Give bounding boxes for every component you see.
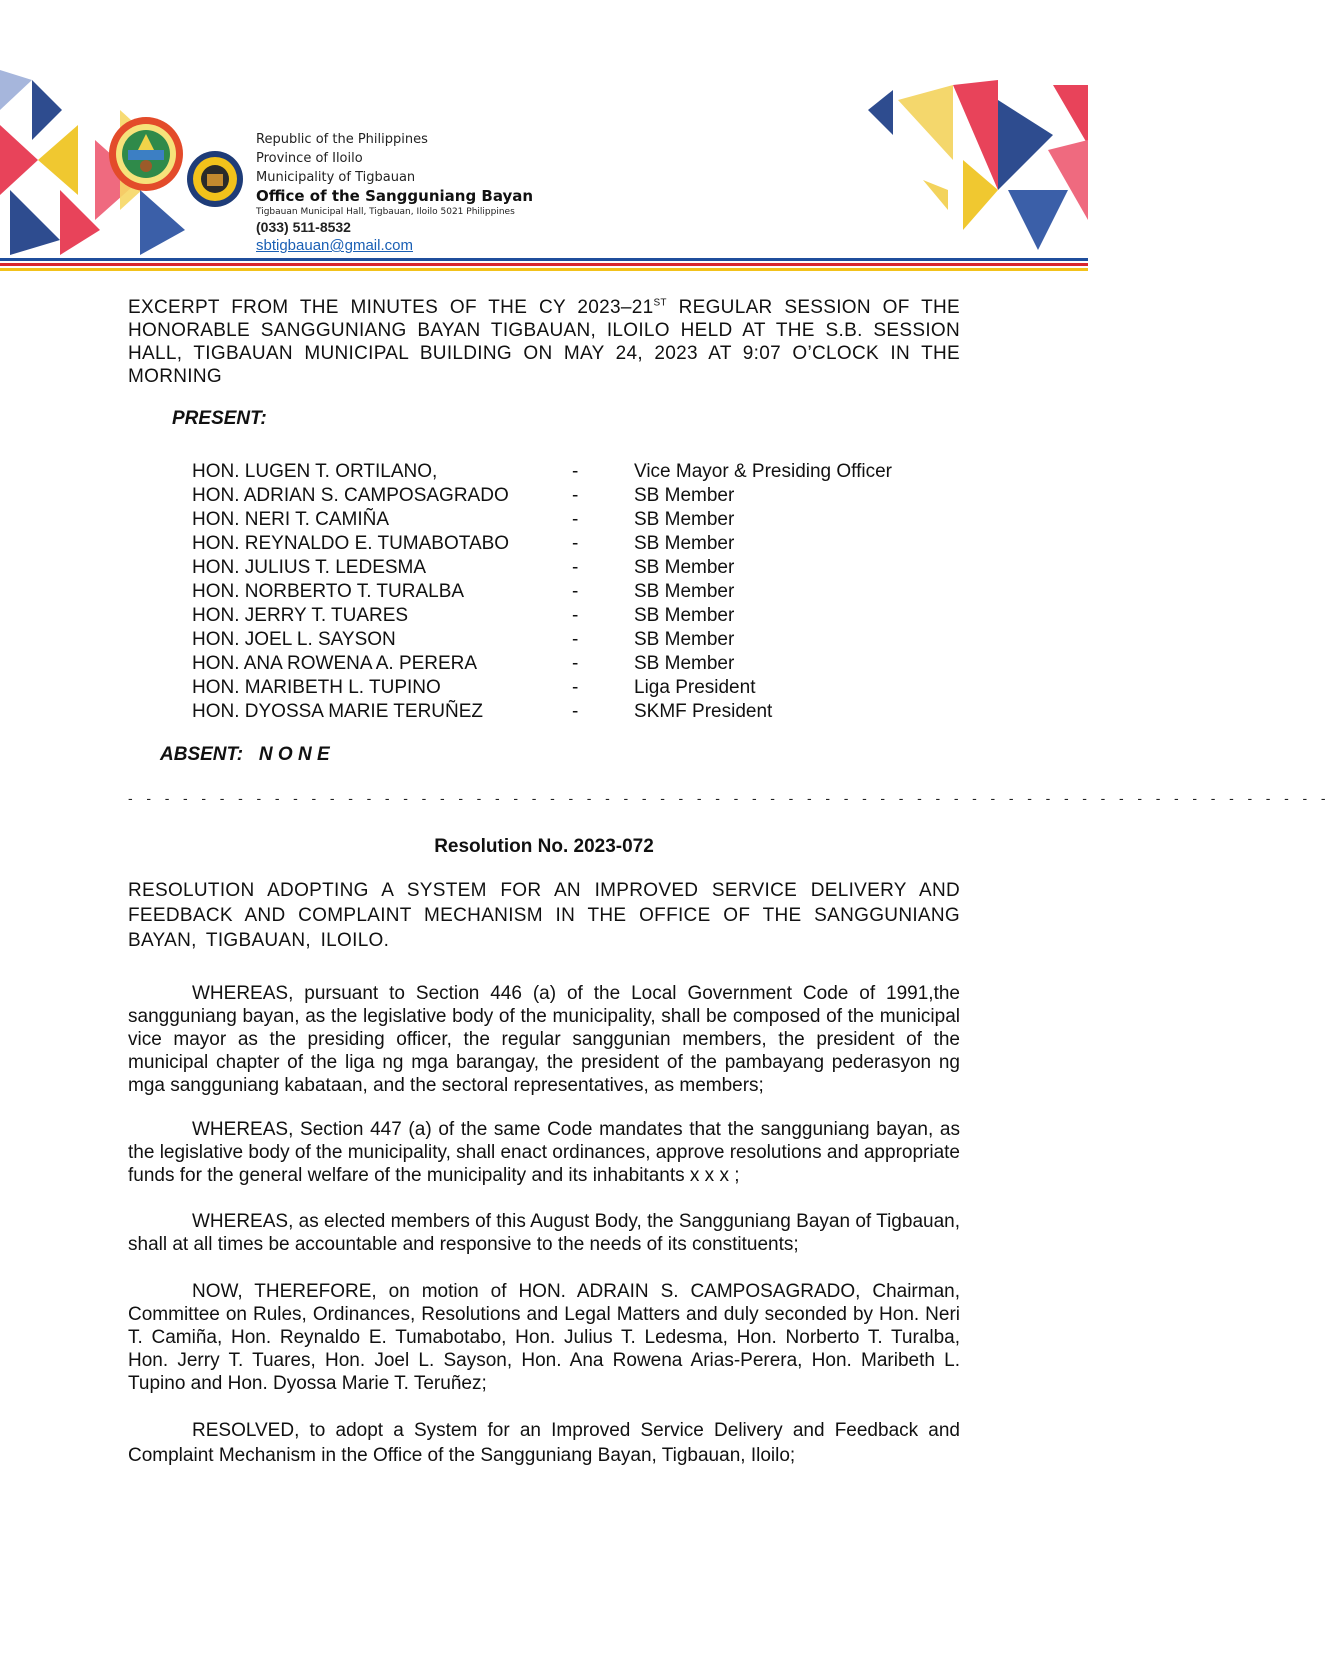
section-divider: - - - - - - - - - - - - - - - - - - - - - - - - - - - - - - - - - - - - - - - - - - - - - - - - - - - - - - - - - - - - - - - - - -: [128, 790, 1330, 806]
office-phone: (033) 511-8532: [256, 219, 351, 235]
office-email-link[interactable]: sbtigbauan@gmail.com: [256, 237, 413, 254]
member-name: HON. ANA ROWENA A. PERERA: [192, 653, 478, 674]
member-name: HON. DYOSSA MARIE TERUÑEZ: [192, 701, 484, 722]
member-row: [192, 676, 934, 700]
letterhead-stripes: [0, 258, 1088, 273]
whereas-paragraph-2: WHEREAS, Section 447 (a) of the same Code mandates that the sangguniang bayan, as the legislative body of the municipality, shall enact ordinances, approve resolutions and appropriate funds for the general welfare of the municipality and its inhabitants x x x ;: [128, 1119, 960, 1186]
member-row: [192, 580, 934, 604]
excerpt-text-start: EXCERPT FROM THE MINUTES OF THE CY 2023–21: [128, 297, 654, 318]
present-label: PRESENT:: [172, 408, 267, 429]
excerpt-heading: [128, 296, 960, 388]
member-position: Liga President: [634, 677, 756, 698]
member-name: HON. REYNALDO E. TUMABOTABO: [192, 533, 510, 554]
member-dash: -: [572, 533, 579, 554]
member-dash: -: [572, 581, 579, 602]
member-name: HON. MARIBETH L. TUPINO: [192, 677, 441, 698]
now-therefore-paragraph: NOW, THEREFORE, on motion of HON. ADRAIN S. CAMPOSAGRADO, Chairman, Committee on Rules, Ordinances, Resolutions and Legal Matters and duly seconded by Hon. Neri T. Camiña, Hon. Reynaldo E. Tumabotabo, Hon. Julius T. Ledesma, Hon. Norberto T. Turalba, Hon. Jerry T. Tuares, Hon. Joel L. Sayson, Hon. Ana Rowena Arias-Perera, Hon. Maribeth L. Tupino and Hon. Dyossa Marie T. Teruñez;: [128, 1281, 960, 1394]
yellow-stripe: [0, 268, 1088, 271]
member-position: SB Member: [634, 653, 735, 674]
member-position: SB Member: [634, 533, 735, 554]
member-position: SB Member: [634, 485, 735, 506]
member-dash: -: [572, 677, 579, 698]
ordinal-suffix: ST: [653, 297, 667, 309]
member-dash: -: [572, 461, 579, 482]
member-name: HON. JOEL L. SAYSON: [192, 629, 396, 650]
member-position: SB Member: [634, 509, 735, 530]
member-position: SKMF President: [634, 701, 773, 722]
whereas-paragraph-3: WHEREAS, as elected members of this August Body, the Sangguniang Bayan of Tigbauan, shall at all times be accountable and responsive to the needs of its constituents;: [128, 1211, 960, 1255]
member-dash: -: [572, 653, 579, 674]
member-dash: -: [572, 629, 579, 650]
member-name: HON. LUGEN T. ORTILANO,: [192, 461, 438, 482]
resolution-title: RESOLUTION ADOPTING A SYSTEM FOR AN IMPROVED SERVICE DELIVERY AND FEEDBACK AND COMPLAINT MECHANISM IN THE OFFICE OF THE SANGGUNIANG BAYAN, TIGBAUAN, ILOILO.: [128, 880, 960, 951]
member-position: SB Member: [634, 629, 735, 650]
absent-label: ABSENT:: [160, 744, 244, 765]
letterhead-text: [256, 130, 533, 255]
member-row: [192, 556, 934, 580]
member-row: [192, 652, 934, 676]
letterhead-right-triangles: [838, 80, 1088, 260]
member-row: [192, 628, 934, 652]
whereas-paragraph-1: WHEREAS, pursuant to Section 446 (a) of the Local Government Code of 1991,the sangguniang bayan, as the legislative body of the municipality, shall be composed of the municipal vice mayor as the presiding officer, the regular sanggunian members, the president of the municipal chapter of the liga ng mga barangay, the president of the pambayang pederasyon ng mga sangguniang kabataan, and the sectoral representatives, as members;: [128, 983, 960, 1096]
member-dash: -: [572, 485, 579, 506]
republic-line: Republic of the Philippines: [256, 132, 428, 147]
resolution-number: Resolution No. 2023-072: [434, 836, 654, 857]
member-name: HON. JERRY T. TUARES: [192, 605, 409, 626]
resolved-paragraph: RESOLVED, to adopt a System for an Improved Service Delivery and Feedback and Complaint Mechanism in the Office of the Sangguniang Bayan, Tigbauan, Iloilo;: [128, 1420, 960, 1466]
member-position: Vice Mayor & Presiding Officer: [634, 461, 893, 482]
office-address: Tigbauan Municipal Hall, Tigbauan, Iloilo 5021 Philippines: [256, 207, 515, 217]
member-row: [192, 532, 934, 556]
member-dash: -: [572, 557, 579, 578]
sangguniang-bayan-seal-icon: [186, 150, 244, 208]
blue-stripe: [0, 258, 1088, 261]
attendance-list: [192, 460, 934, 724]
member-dash: -: [572, 509, 579, 530]
absent-value: N O N E: [258, 744, 330, 765]
member-name: HON. JULIUS T. LEDESMA: [192, 557, 427, 578]
member-row: [192, 484, 934, 508]
member-row: [192, 460, 934, 484]
red-stripe: [0, 263, 1088, 266]
member-position: SB Member: [634, 557, 735, 578]
absent-section: [160, 744, 330, 766]
municipal-seal-icon: [108, 116, 184, 192]
excerpt-text-end: REGULAR SESSION OF THE HONORABLE SANGGUNIANG BAYAN TIGBAUAN, ILOILO HELD AT THE S.B. SESSION HALL, TIGBAUAN MUNICIPAL BUILDING ON MAY 24, 2023 AT 9:07 O’CLOCK IN THE MORNING: [128, 297, 960, 387]
member-dash: -: [572, 605, 579, 626]
office-name: Office of the Sangguniang Bayan: [256, 187, 534, 205]
member-name: HON. NORBERTO T. TURALBA: [192, 581, 465, 602]
member-name: HON. ADRIAN S. CAMPOSAGRADO: [192, 485, 509, 506]
member-name: HON. NERI T. CAMIÑA: [192, 509, 390, 530]
member-row: [192, 508, 934, 532]
member-position: SB Member: [634, 581, 735, 602]
member-position: SB Member: [634, 605, 735, 626]
province-line: Province of Iloilo: [256, 151, 363, 166]
member-dash: -: [572, 701, 579, 722]
member-row: [192, 700, 934, 724]
member-row: [192, 604, 934, 628]
municipality-line: Municipality of Tigbauan: [256, 170, 416, 185]
